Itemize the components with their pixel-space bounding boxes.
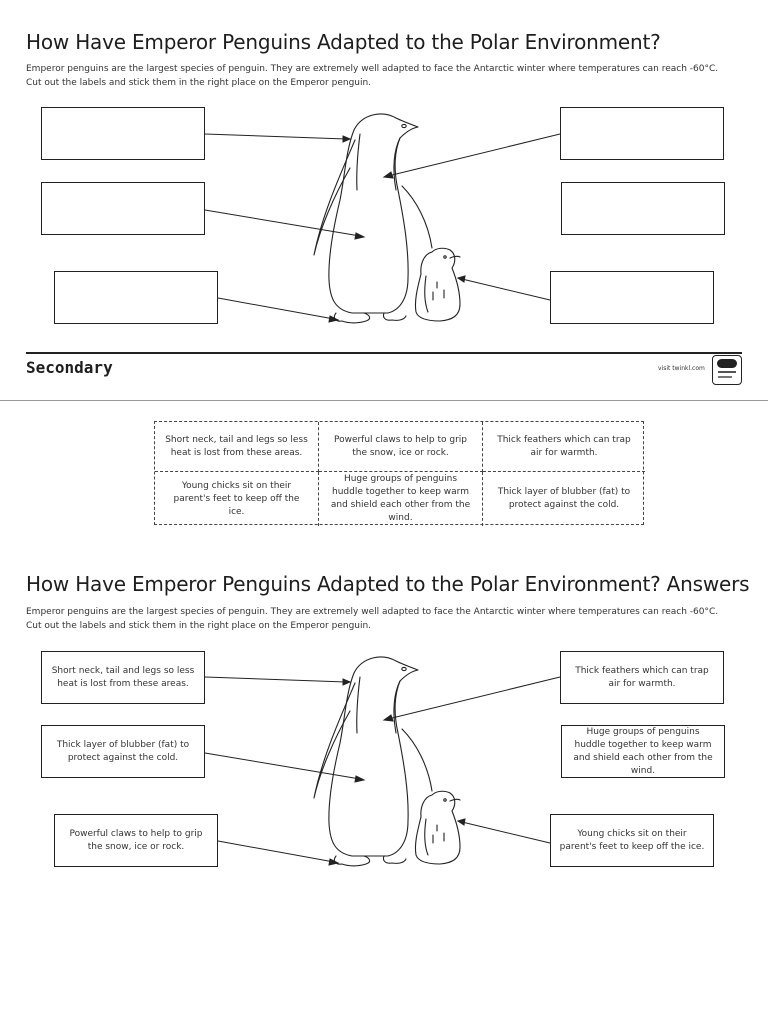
- answers-intro-line-1: Emperor penguins are the largest species of penguin. They are extremely well adapted to face the Antarctic winter where temperatures can reach -60°C.: [26, 607, 719, 617]
- answers-title: How Have Emperor Penguins Adapted to the Polar Environment? Answers: [26, 572, 750, 596]
- cut-out-label[interactable]: Huge groups of penguins huddle together to keep warm and shield each other from the wind.: [319, 472, 483, 526]
- answer-label-right-middle: Huge groups of penguins huddle together to keep warm and shield each other from the wind.: [561, 725, 725, 778]
- answer-label-right-top: Thick feathers which can trap air for warmth.: [560, 651, 724, 704]
- cut-out-label[interactable]: Powerful claws to help to grip the snow, ice or rock.: [319, 422, 483, 472]
- intro-line-2: Cut out the labels and stick them in the right place on the Emperor penguin.: [26, 78, 372, 88]
- twinkl-logo-icon: [712, 355, 742, 385]
- penguin-illustration-icon: [0, 543, 768, 883]
- cut-out-label[interactable]: Short neck, tail and legs so less heat is lost from these areas.: [155, 422, 319, 472]
- cut-out-label[interactable]: Thick feathers which can trap air for warmth.: [483, 422, 645, 472]
- cut-out-labels-grid: [154, 421, 644, 525]
- footer-divider: [26, 352, 742, 354]
- brand-url[interactable]: visit twinkl.com: [658, 365, 705, 372]
- page-break: [0, 400, 768, 401]
- penguin-illustration-icon: [0, 0, 768, 340]
- answer-label-left-middle: Thick layer of blubber (fat) to protect against the cold.: [41, 725, 205, 778]
- intro-line-1: Emperor penguins are the largest species of penguin. They are extremely well adapted to face the Antarctic winter where temperatures can reach -60°C.: [26, 64, 719, 74]
- cut-out-label[interactable]: Young chicks sit on their parent's feet to keep off the ice.: [155, 472, 319, 526]
- answer-label-left-top: Short neck, tail and legs so less heat is lost from these areas.: [41, 651, 205, 704]
- worksheet-title: How Have Emperor Penguins Adapted to the Polar Environment?: [26, 30, 661, 54]
- brand-name: Secondary: [26, 358, 113, 377]
- answer-label-left-bottom: Powerful claws to help to grip the snow, ice or rock.: [54, 814, 218, 867]
- answer-label-right-bottom: Young chicks sit on their parent's feet to keep off the ice.: [550, 814, 714, 867]
- cut-out-label[interactable]: Thick layer of blubber (fat) to protect against the cold.: [497, 487, 631, 510]
- answers-intro-line-2: Cut out the labels and stick them in the right place on the Emperor penguin.: [26, 621, 372, 631]
